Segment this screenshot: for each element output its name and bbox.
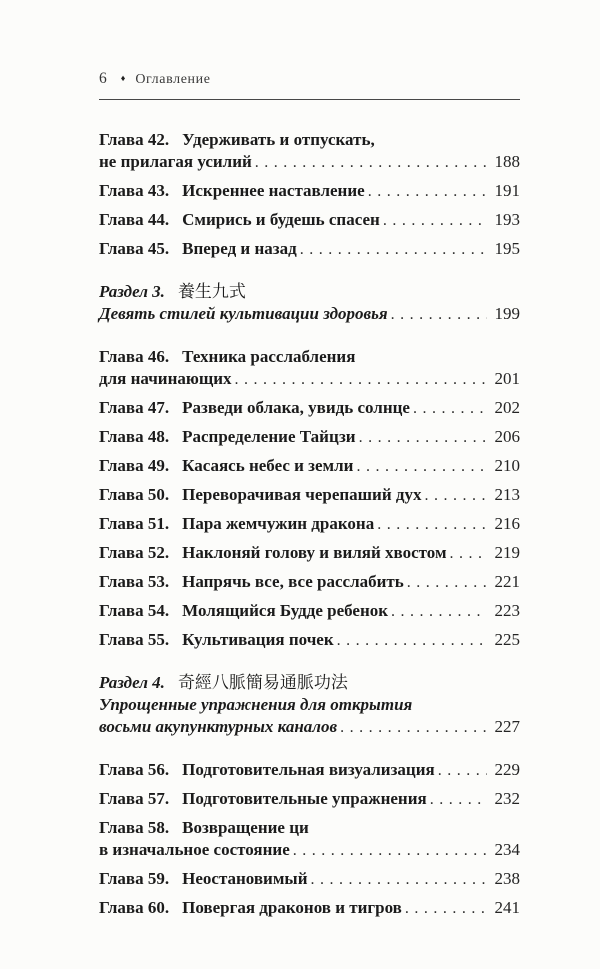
toc-line xyxy=(99,571,520,594)
section-label: Раздел 4. xyxy=(99,673,165,692)
dot-leader xyxy=(368,180,487,203)
toc-chapter-entry xyxy=(99,868,520,891)
chapter-title: Искреннее наставление xyxy=(182,181,365,200)
chapter-title-continued: для начинающих xyxy=(99,369,232,388)
section-subtitle: восьми акупунктурных каналов xyxy=(99,717,338,736)
page-ref: 241 xyxy=(494,898,520,917)
chapter-label: Глава 50. xyxy=(99,485,170,504)
toc-line xyxy=(99,180,520,203)
toc-line xyxy=(99,513,520,536)
toc-line xyxy=(99,897,520,920)
chapter-label: Глава 60. xyxy=(99,898,170,917)
dot-leader xyxy=(383,209,487,232)
page-ref: 216 xyxy=(494,514,520,533)
chapter-label: Глава 51. xyxy=(99,514,170,533)
dot-leader xyxy=(413,397,487,420)
dot-leader xyxy=(424,484,487,507)
toc-chapter-entry xyxy=(99,455,520,478)
chapter-title: Удерживать и отпускать, xyxy=(182,130,375,149)
toc-chapter-entry xyxy=(99,542,520,565)
dot-leader xyxy=(340,716,487,739)
toc-line xyxy=(99,303,520,326)
section-subtitle: Упрощенные упражнения для открытия xyxy=(99,695,413,714)
toc-chapter-entry xyxy=(99,571,520,594)
page-ref: 234 xyxy=(494,840,520,859)
page-ref: 238 xyxy=(494,869,520,888)
dot-leader xyxy=(391,600,487,623)
dot-leader xyxy=(293,839,487,862)
dot-leader xyxy=(235,368,487,391)
chapter-title: Наклоняй голову и виляй хвостом xyxy=(182,543,447,562)
chapter-label: Глава 52. xyxy=(99,543,170,562)
toc-section-entry xyxy=(99,672,520,739)
toc-line xyxy=(99,238,520,261)
chapter-title: Пара жемчужин дракона xyxy=(182,514,375,533)
toc-line xyxy=(99,484,520,507)
toc-line xyxy=(99,716,520,739)
toc-line xyxy=(99,629,520,652)
dot-leader xyxy=(438,759,487,782)
toc-list xyxy=(99,129,520,920)
chapter-title: Культивация почек xyxy=(182,630,334,649)
section-cjk-title: 養生九式 xyxy=(177,282,246,301)
chapter-label: Глава 57. xyxy=(99,789,170,808)
page-number: 6 xyxy=(99,70,107,87)
toc-chapter-entry xyxy=(99,397,520,420)
toc-line xyxy=(99,542,520,565)
chapter-label: Глава 43. xyxy=(99,181,170,200)
page-ref: 219 xyxy=(494,543,520,562)
toc-line xyxy=(99,346,520,368)
toc-chapter-entry xyxy=(99,513,520,536)
chapter-title: Неостановимый xyxy=(182,869,308,888)
toc-line xyxy=(99,209,520,232)
toc-chapter-entry xyxy=(99,759,520,782)
toc-chapter-entry xyxy=(99,788,520,811)
chapter-title: Переворачивая черепаший дух xyxy=(182,485,422,504)
toc-line xyxy=(99,759,520,782)
diamond-icon: ♦ xyxy=(120,73,126,83)
page-ref: 227 xyxy=(494,717,520,736)
toc-chapter-entry xyxy=(99,209,520,232)
dot-leader xyxy=(450,542,487,565)
toc-line xyxy=(99,426,520,449)
toc-chapter-entry xyxy=(99,817,520,862)
toc-line xyxy=(99,839,520,862)
page-ref: 195 xyxy=(494,239,520,258)
chapter-title: Подготовительные упражнения xyxy=(182,789,427,808)
dot-leader xyxy=(359,426,487,449)
chapter-label: Глава 55. xyxy=(99,630,170,649)
dot-leader xyxy=(377,513,487,536)
toc-line xyxy=(99,455,520,478)
toc-chapter-entry xyxy=(99,180,520,203)
chapter-label: Глава 49. xyxy=(99,456,170,475)
section-subtitle: Девять стилей культивации здоровья xyxy=(99,304,388,323)
section-cjk-title: 奇經八脈簡易通脈功法 xyxy=(177,673,348,692)
toc-section-entry xyxy=(99,281,520,326)
toc-chapter-entry xyxy=(99,426,520,449)
page-ref: 225 xyxy=(494,630,520,649)
chapter-label: Глава 53. xyxy=(99,572,170,591)
header-title: Оглавление xyxy=(135,72,211,87)
chapter-title: Напрячь все, все расслабить xyxy=(182,572,404,591)
chapter-title: Возвращение ци xyxy=(182,818,309,837)
page-ref: 223 xyxy=(494,601,520,620)
chapter-title: Подготовительная визуализация xyxy=(182,760,435,779)
toc-line xyxy=(99,868,520,891)
chapter-label: Глава 59. xyxy=(99,869,170,888)
toc-line xyxy=(99,397,520,420)
chapter-label: Глава 54. xyxy=(99,601,170,620)
chapter-label: Глава 47. xyxy=(99,398,170,417)
toc-line xyxy=(99,281,520,303)
toc-chapter-entry xyxy=(99,238,520,261)
chapter-title: Распределение Тайцзи xyxy=(182,427,356,446)
dot-leader xyxy=(311,868,488,891)
page-ref: 188 xyxy=(494,152,520,171)
page-ref: 229 xyxy=(494,760,520,779)
dot-leader xyxy=(356,455,487,478)
page-ref: 213 xyxy=(494,485,520,504)
toc-chapter-entry xyxy=(99,897,520,920)
dot-leader xyxy=(405,897,487,920)
chapter-title: Вперед и назад xyxy=(182,239,297,258)
page-ref: 232 xyxy=(494,789,520,808)
dot-leader xyxy=(407,571,487,594)
toc-chapter-entry xyxy=(99,346,520,391)
chapter-title: Разведи облака, увидь солнце xyxy=(182,398,410,417)
toc-line xyxy=(99,129,520,151)
toc-chapter-entry xyxy=(99,129,520,174)
toc-line xyxy=(99,788,520,811)
chapter-title: Повергая драконов и тигров xyxy=(182,898,402,917)
chapter-label: Глава 42. xyxy=(99,130,170,149)
chapter-label: Глава 45. xyxy=(99,239,170,258)
page-ref: 202 xyxy=(494,398,520,417)
chapter-label: Глава 46. xyxy=(99,347,170,366)
toc-line xyxy=(99,817,520,839)
toc-line xyxy=(99,672,520,694)
toc-line xyxy=(99,600,520,623)
page-header xyxy=(99,70,520,100)
chapter-label: Глава 48. xyxy=(99,427,170,446)
chapter-title-continued: не прилагая усилий xyxy=(99,152,252,171)
toc-line xyxy=(99,151,520,174)
dot-leader xyxy=(300,238,487,261)
toc-chapter-entry xyxy=(99,629,520,652)
chapter-title: Смирись и будешь спасен xyxy=(182,210,380,229)
page-ref: 191 xyxy=(494,181,520,200)
dot-leader xyxy=(255,151,487,174)
toc-line xyxy=(99,694,520,716)
toc-chapter-entry xyxy=(99,600,520,623)
chapter-label: Глава 58. xyxy=(99,818,170,837)
chapter-title: Молящийся Будде ребенок xyxy=(182,601,389,620)
dot-leader xyxy=(337,629,487,652)
section-label: Раздел 3. xyxy=(99,282,165,301)
page-ref: 199 xyxy=(494,304,520,323)
chapter-label: Глава 56. xyxy=(99,760,170,779)
chapter-title-continued: в изначальное состояние xyxy=(99,840,290,859)
page-ref: 193 xyxy=(494,210,520,229)
dot-leader xyxy=(391,303,487,326)
dot-leader xyxy=(430,788,487,811)
chapter-title: Техника расслабления xyxy=(182,347,356,366)
page-ref: 221 xyxy=(494,572,520,591)
chapter-title: Касаясь небес и земли xyxy=(182,456,354,475)
page-ref: 201 xyxy=(494,369,520,388)
toc-chapter-entry xyxy=(99,484,520,507)
page-ref: 210 xyxy=(494,456,520,475)
chapter-label: Глава 44. xyxy=(99,210,170,229)
page-ref: 206 xyxy=(494,427,520,446)
toc-line xyxy=(99,368,520,391)
